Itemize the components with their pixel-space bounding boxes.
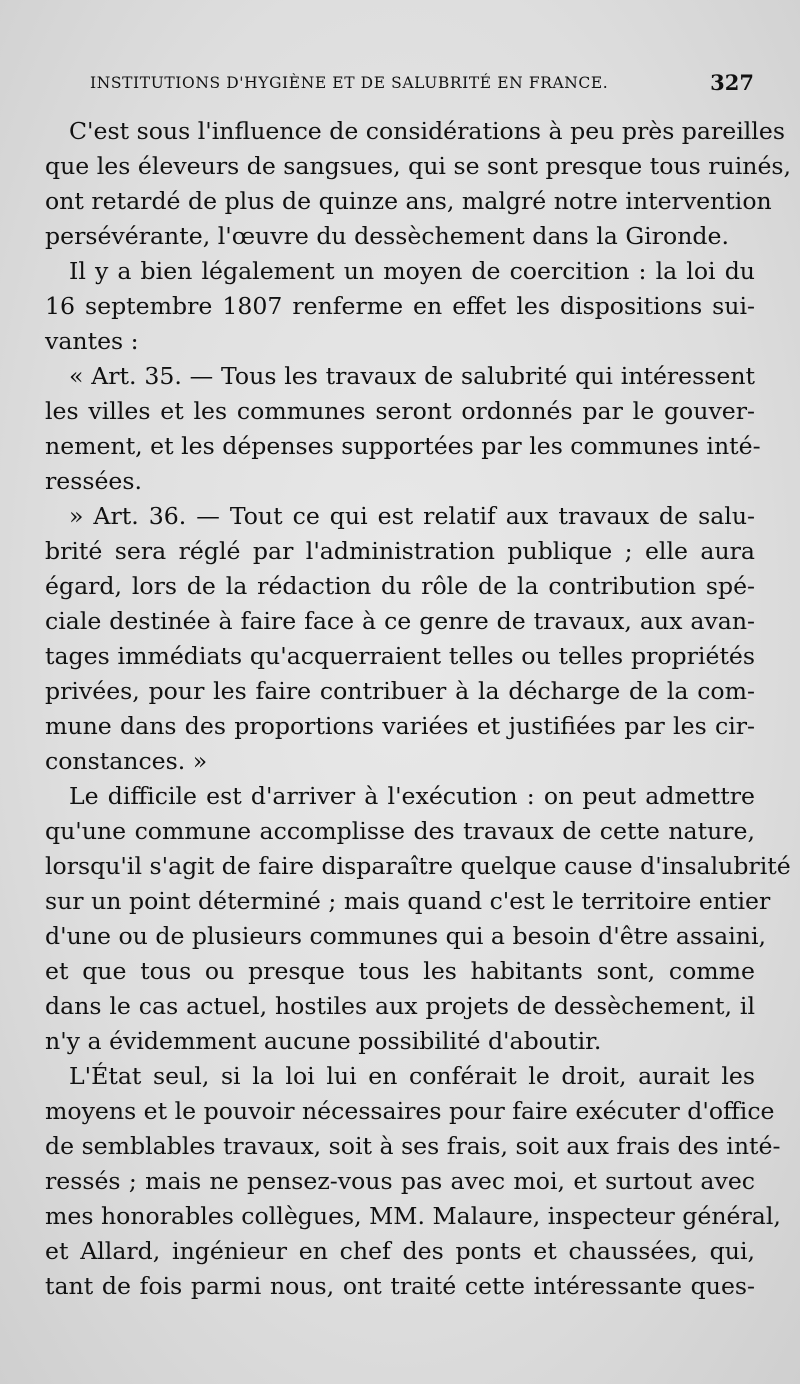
paragraph xyxy=(45,254,755,359)
text-line: égard, lors de la rédaction du rôle de la contribution spé- xyxy=(45,572,755,600)
text-line: Le difficile est d'arriver à l'exécution : on peut admettre xyxy=(69,782,755,810)
text-line: ressés ; mais ne pensez-vous pas avec moi, et surtout avec xyxy=(45,1167,755,1195)
text-line: n'y a évidemment aucune possibilité d'aboutir. xyxy=(45,1027,602,1055)
text-line: sur un point déterminé ; mais quand c'est le territoire entier xyxy=(45,887,771,915)
text-line: brité sera réglé par l'administration publique ; elle aura xyxy=(45,537,755,565)
text-line: Il y a bien légalement un moyen de coercition : la loi du xyxy=(69,257,755,285)
page-body xyxy=(45,114,792,1304)
text-line: ont retardé de plus de quinze ans, malgré notre intervention xyxy=(45,187,772,215)
text-line: 16 septembre 1807 renferme en effet les dispositions sui- xyxy=(45,292,755,320)
text-line: L'État seul, si la loi lui en conférait le droit, aurait les xyxy=(69,1062,755,1090)
text-line: ciale destinée à faire face à ce genre de travaux, aux avan- xyxy=(45,607,755,635)
paragraph-article-35 xyxy=(45,359,761,499)
text-line: mune dans des proportions variées et justifiées par les cir- xyxy=(45,712,755,740)
text-line: » Art. 36. — Tout ce qui est relatif aux travaux de salu- xyxy=(69,502,755,530)
text-line: tant de fois parmi nous, ont traité cette intéressante ques- xyxy=(45,1272,755,1300)
text-line: qu'une commune accomplisse des travaux de cette nature, xyxy=(45,817,755,845)
text-line: « Art. 35. — Tous les travaux de salubrité qui intéressent xyxy=(69,362,755,390)
paragraph xyxy=(45,114,792,254)
text-line: privées, pour les faire contribuer à la décharge de la com- xyxy=(45,677,755,705)
running-title: INSTITUTIONS D'HYGIÈNE ET DE SALUBRITÉ EN FRANCE. xyxy=(90,74,609,92)
text-line: les villes et les communes seront ordonnés par le gouver- xyxy=(45,397,755,425)
text-line: et Allard, ingénieur en chef des ponts et chaussées, qui, xyxy=(45,1237,755,1265)
text-line: C'est sous l'influence de considérations à peu près pareilles xyxy=(69,117,785,145)
text-line: et que tous ou presque tous les habitants sont, comme xyxy=(45,957,755,985)
text-line: de semblables travaux, soit à ses frais, soit aux frais des inté- xyxy=(45,1132,781,1160)
text-line: d'une ou de plusieurs communes qui a besoin d'être assaini, xyxy=(45,922,767,950)
text-line: mes honorables collègues, MM. Malaure, inspecteur général, xyxy=(45,1202,781,1230)
text-line: constances. » xyxy=(45,747,208,775)
paragraph xyxy=(45,1059,781,1304)
paragraph xyxy=(45,779,791,1059)
text-line: nement, et les dépenses supportées par les communes inté- xyxy=(45,432,761,460)
text-line: lorsqu'il s'agit de faire disparaître quelque cause d'insalubrité xyxy=(45,852,791,880)
running-header xyxy=(90,70,754,95)
page-number: 327 xyxy=(710,70,754,95)
text-line: ressées. xyxy=(45,467,142,495)
text-line: moyens et le pouvoir nécessaires pour faire exécuter d'office xyxy=(45,1097,775,1125)
text-line: que les éleveurs de sangsues, qui se sont presque tous ruinés, xyxy=(45,152,792,180)
text-line: vantes : xyxy=(45,327,139,355)
text-line: tages immédiats qu'acquerraient telles ou telles propriétés xyxy=(45,642,755,670)
paragraph-article-36 xyxy=(45,499,755,779)
text-line: dans le cas actuel, hostiles aux projets de dessèchement, il xyxy=(45,992,755,1020)
text-line: persévérante, l'œuvre du dessèchement dans la Gironde. xyxy=(45,222,729,250)
